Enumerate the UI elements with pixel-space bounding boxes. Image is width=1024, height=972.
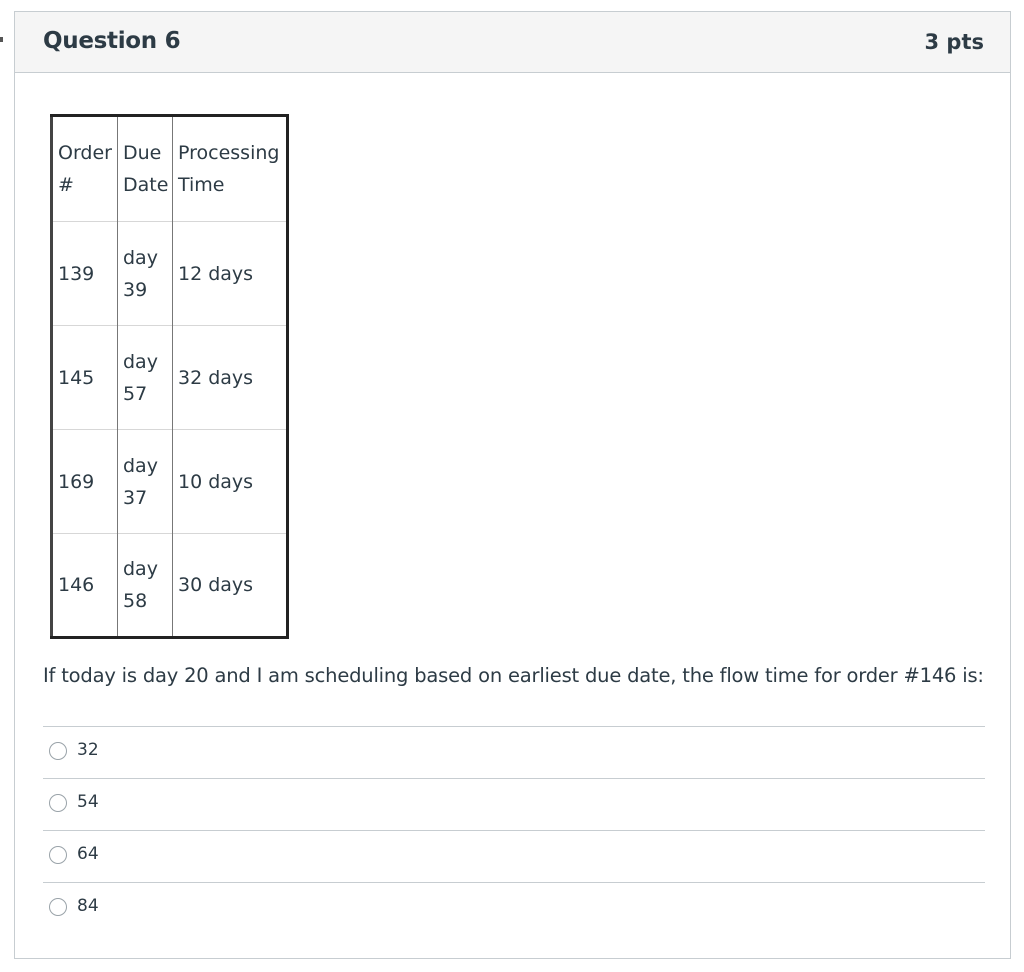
radio-button[interactable] [49,898,67,916]
radio-button[interactable] [49,742,67,760]
table-cell-due: day 37 [118,430,173,534]
table-cell-order: 139 [52,222,118,326]
answer-label[interactable]: 54 [77,792,99,812]
question-prompt: If today is day 20 and I am scheduling based on earliest due date, the flow time for order #146 is: [43,664,984,687]
question-points: 3 pts [924,30,984,54]
table-header-cell: Processing Time [178,142,280,196]
table-cell-due: day 39 [118,222,173,326]
table-cell-due: day 57 [118,326,173,430]
table-cell-processing: 12 days [173,222,288,326]
answer-label[interactable]: 32 [77,740,99,760]
table-row [52,430,288,534]
left-edge-marker [0,37,3,42]
table-cell-order: 145 [52,326,118,430]
answer-label[interactable]: 84 [77,896,99,916]
question-title: Question 6 [43,28,181,54]
radio-button[interactable] [49,846,67,864]
question-card [14,11,1011,959]
table-cell-processing: 32 days [173,326,288,430]
answer-option[interactable] [43,830,985,882]
radio-button[interactable] [49,794,67,812]
table-header-cell: Order # [52,116,118,222]
table-cell-processing: 10 days [173,430,288,534]
orders-table [50,114,289,639]
table-header-row [52,116,288,222]
table-row [52,534,288,638]
table-header-cell: Due Date [118,116,173,222]
answer-option[interactable] [43,778,985,830]
question-header [15,12,1010,73]
answer-option[interactable] [43,726,985,778]
table-cell-order: 146 [52,534,118,638]
table-cell-processing: 30 days [173,534,288,638]
answer-label[interactable]: 64 [77,844,99,864]
answer-list [43,726,985,934]
table-row [52,222,288,326]
table-row [52,326,288,430]
answer-option[interactable] [43,882,985,934]
table-cell-order: 169 [52,430,118,534]
table-cell-due: day 58 [118,534,173,638]
